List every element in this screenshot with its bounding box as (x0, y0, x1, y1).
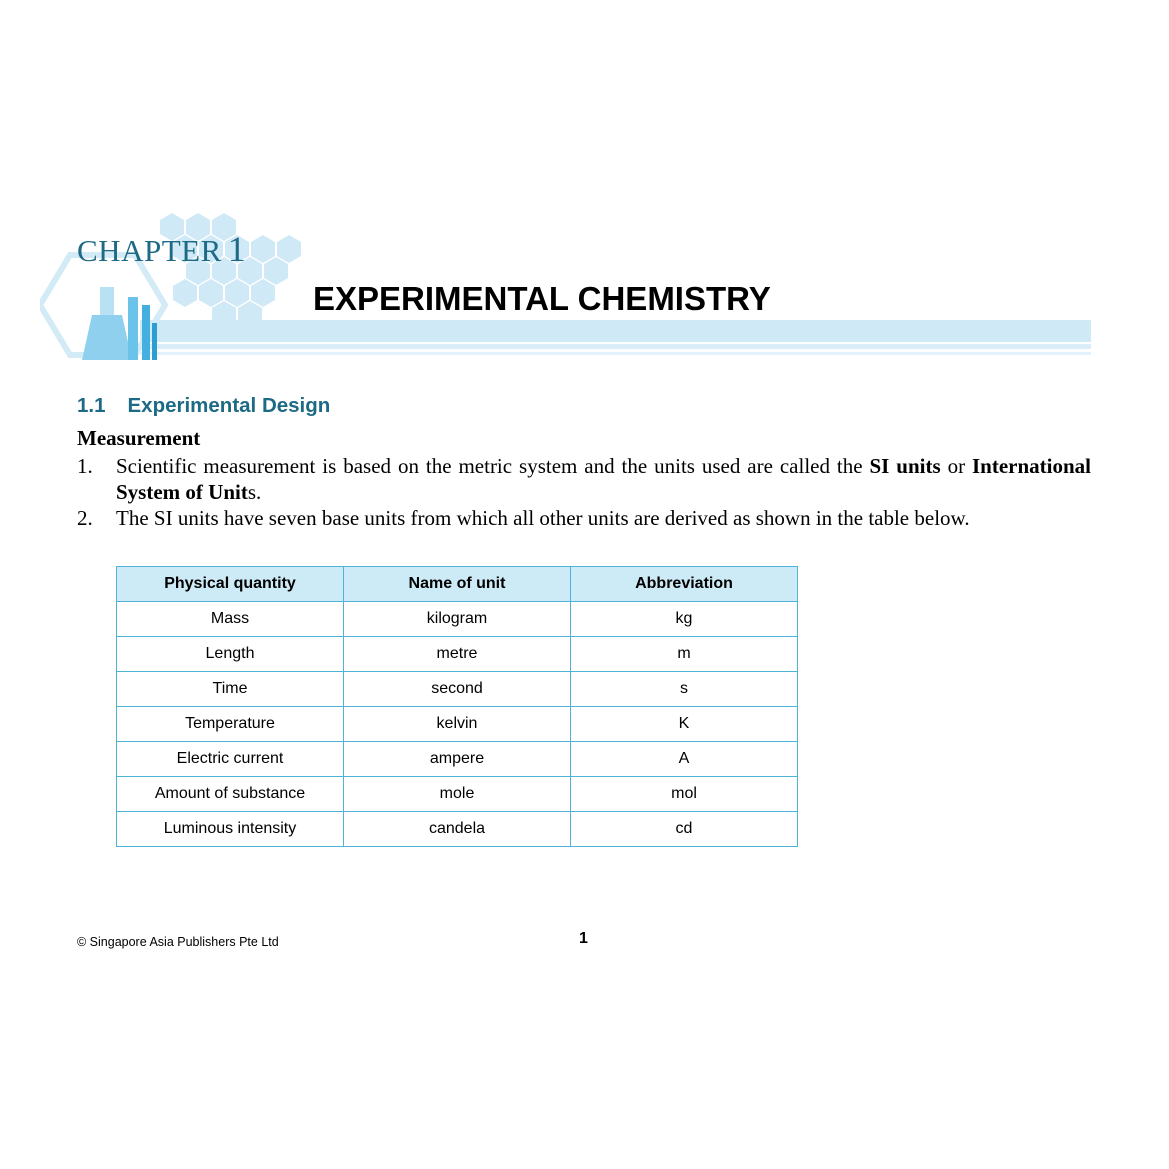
si-units-table (116, 566, 798, 847)
list-item-text-part: Scientific measurement is based on the metric system and the units used are called the (116, 454, 870, 478)
table-cell: Amount of substance (117, 777, 344, 812)
section-number: 1.1 (77, 394, 106, 417)
list-item-text-part: or (940, 454, 972, 478)
table-cell: kg (571, 602, 798, 637)
table-cell: K (571, 707, 798, 742)
section-heading (77, 394, 330, 418)
si-units-term: SI units (869, 454, 941, 478)
table-row (117, 602, 798, 637)
list-item-text (116, 453, 1091, 505)
table-cell: mol (571, 777, 798, 812)
list-item-text-part: s. (247, 480, 262, 504)
table-cell: kelvin (344, 707, 571, 742)
table-row (117, 672, 798, 707)
measurement-subheading: Measurement (77, 426, 201, 450)
chapter-title: EXPERIMENTAL CHEMISTRY (313, 280, 771, 317)
table-cell: metre (344, 637, 571, 672)
table-cell: Time (117, 672, 344, 707)
list-item (77, 505, 1091, 531)
table-cell: s (571, 672, 798, 707)
column-header: Name of unit (344, 567, 571, 602)
table-cell: Temperature (117, 707, 344, 742)
table-cell: Length (117, 637, 344, 672)
table-cell: Luminous intensity (117, 812, 344, 847)
list-item-text: The SI units have seven base units from which all other units are derived as shown in the table below. (116, 506, 970, 530)
table-cell: candela (344, 812, 571, 847)
table-cell: mole (344, 777, 571, 812)
chapter-label (77, 228, 246, 270)
chapter-number: 1 (227, 229, 247, 269)
chapter-word: CHAPTER (77, 233, 222, 268)
table-row (117, 742, 798, 777)
list-item-number: 1. (77, 454, 93, 478)
copyright-notice: © Singapore Asia Publishers Pte Ltd (77, 935, 279, 949)
table-row (117, 777, 798, 812)
table-cell: Mass (117, 602, 344, 637)
table-cell: ampere (344, 742, 571, 777)
table-row (117, 637, 798, 672)
column-header: Abbreviation (571, 567, 798, 602)
list-item (77, 453, 1091, 505)
table-cell: cd (571, 812, 798, 847)
international-system-term: International System of Unit (116, 454, 1092, 504)
table-cell: second (344, 672, 571, 707)
list-item-number: 2. (77, 506, 93, 530)
table-row (117, 707, 798, 742)
table-cell: m (571, 637, 798, 672)
column-header: Physical quantity (117, 567, 344, 602)
table-cell: Electric current (117, 742, 344, 777)
table-row (117, 812, 798, 847)
section-title: Experimental Design (127, 394, 331, 417)
page-number: 1 (579, 930, 588, 947)
table-cell: A (571, 742, 798, 777)
table-cell: kilogram (344, 602, 571, 637)
table-header-row (117, 567, 798, 602)
